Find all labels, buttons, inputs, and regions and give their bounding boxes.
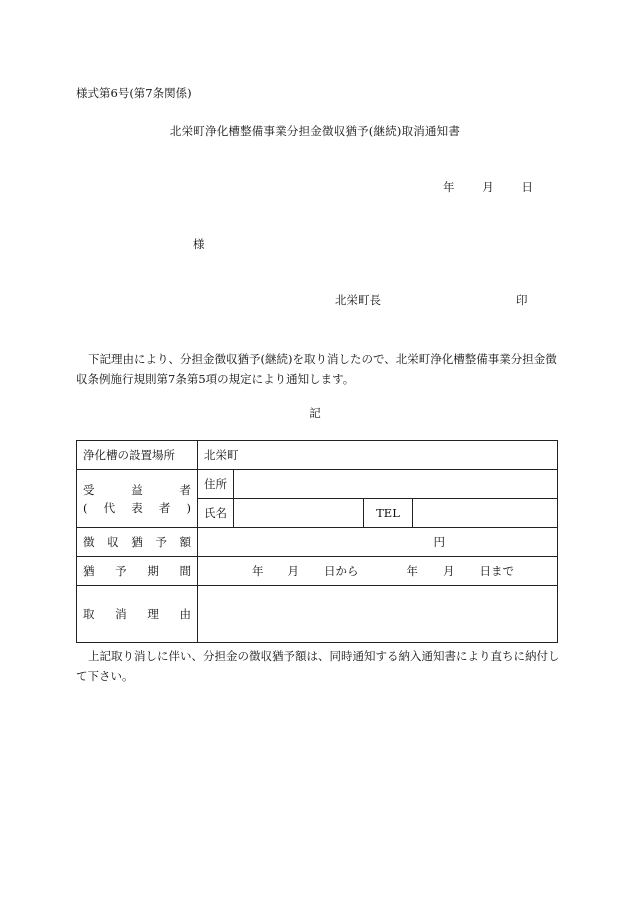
yen-unit: 円 bbox=[433, 535, 445, 549]
date-line bbox=[443, 179, 533, 195]
cancel-reason-field[interactable] bbox=[198, 586, 558, 643]
table-row-period bbox=[77, 557, 558, 586]
date-day: 日 bbox=[521, 180, 533, 194]
tel-field[interactable] bbox=[413, 499, 558, 528]
period-from-day: 日から bbox=[324, 564, 359, 578]
seal-mark: 印 bbox=[516, 293, 528, 307]
period-from-month: 月 bbox=[287, 564, 299, 578]
date-year: 年 bbox=[443, 180, 455, 194]
beneficiary-label-line1: 受 益 者 bbox=[83, 482, 191, 497]
deferred-amount-field[interactable] bbox=[198, 528, 558, 557]
form-number: 様式第6号(第7条関係) bbox=[76, 86, 192, 100]
tel-label: TEL bbox=[364, 499, 413, 528]
address-field[interactable] bbox=[234, 470, 558, 499]
period-to-day: 日まで bbox=[479, 564, 514, 578]
beneficiary-label-line2: ( 代 表 者 ) bbox=[83, 500, 191, 515]
body-paragraph: 下記理由により、分担金徴収猶予(継続)を取り消したので、北栄町浄化槽整備事業分担金徴収条例施行規則第7条第5項の規定により通知します。 bbox=[76, 352, 557, 386]
cancel-reason-label: 取 消 理 由 bbox=[77, 586, 198, 643]
addressee-suffix: 様 bbox=[193, 237, 205, 251]
name-label: 氏名 bbox=[198, 499, 234, 528]
table-row-address bbox=[77, 470, 558, 499]
table-row-reason bbox=[77, 586, 558, 643]
beneficiary-label bbox=[77, 470, 198, 528]
date-month: 月 bbox=[482, 180, 494, 194]
closing-paragraph: 上記取り消しに伴い、分担金の徴収猶予額は、同時通知する納入通知書により直ちに納付して下さい。 bbox=[76, 649, 560, 683]
name-field[interactable] bbox=[234, 499, 364, 528]
table-row-location bbox=[77, 441, 558, 470]
address-label: 住所 bbox=[198, 470, 234, 499]
table-row-amount bbox=[77, 528, 558, 557]
deferral-period-field[interactable] bbox=[198, 557, 558, 586]
info-table bbox=[76, 440, 558, 643]
record-heading: 記 bbox=[309, 406, 321, 420]
period-from-year: 年 bbox=[252, 564, 264, 578]
deferral-period-label: 猶 予 期 間 bbox=[77, 557, 198, 586]
document-title: 北栄町浄化槽整備事業分担金徴収猶予(継続)取消通知書 bbox=[169, 124, 461, 138]
period-to-month: 月 bbox=[443, 564, 455, 578]
period-to-year: 年 bbox=[406, 564, 418, 578]
sender-name: 北栄町長 bbox=[335, 293, 381, 307]
deferred-amount-label: 徴 収 猶 予 額 bbox=[77, 528, 198, 557]
location-label: 浄化槽の設置場所 bbox=[77, 441, 198, 470]
location-value: 北栄町 bbox=[198, 441, 558, 470]
